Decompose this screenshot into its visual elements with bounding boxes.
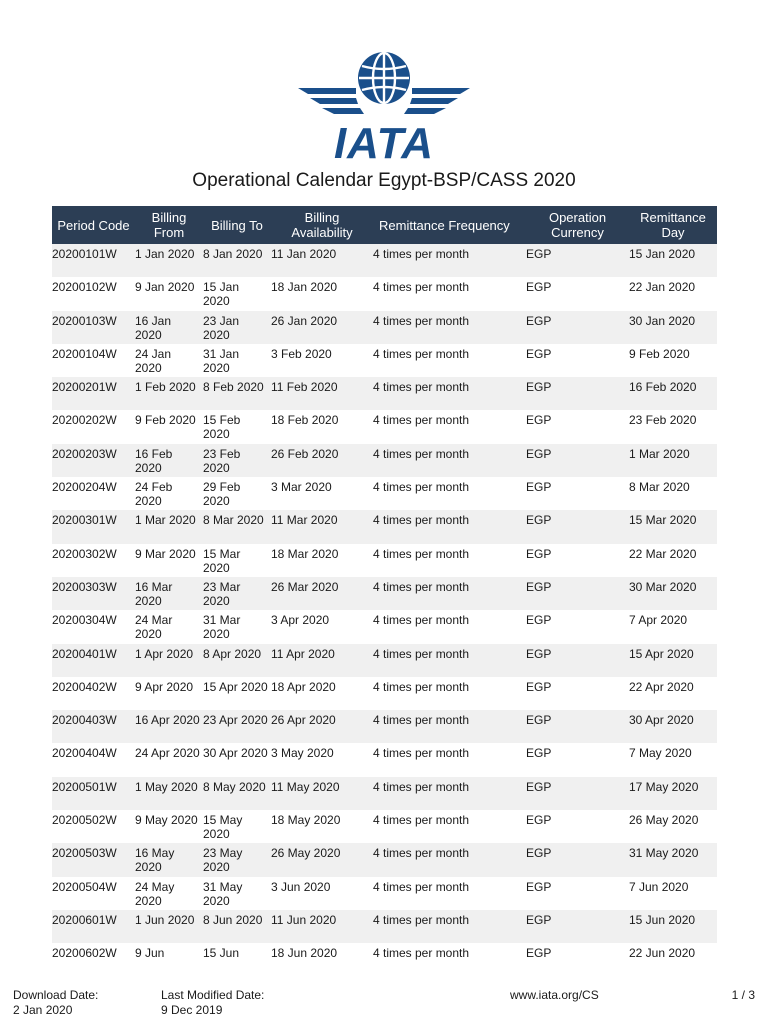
billing-from-cell: 9 Apr 2020 xyxy=(135,677,203,710)
period-code-cell: 20200301W xyxy=(52,510,135,543)
billing-from-cell: 9 Mar 2020 xyxy=(135,544,203,577)
table-header xyxy=(52,206,717,244)
operation-currency-cell: EGP xyxy=(526,743,629,776)
billing-availability-cell: 26 Mar 2020 xyxy=(271,577,373,610)
table-row xyxy=(52,410,717,443)
table-row xyxy=(52,743,717,776)
billing-availability-cell: 18 Apr 2020 xyxy=(271,677,373,710)
billing-availability-cell: 11 May 2020 xyxy=(271,777,373,810)
remittance-frequency-cell: 4 times per month xyxy=(373,377,526,410)
operation-currency-cell: EGP xyxy=(526,777,629,810)
remittance-frequency-cell: 4 times per month xyxy=(373,477,526,510)
operation-currency-cell: EGP xyxy=(526,577,629,610)
billing-to-cell: 23 Feb 2020 xyxy=(203,444,271,477)
billing-to-cell: 30 Apr 2020 xyxy=(203,743,271,776)
table-row xyxy=(52,244,717,277)
billing-to-cell: 8 Jun 2020 xyxy=(203,910,271,943)
billing-availability-cell: 3 Apr 2020 xyxy=(271,610,373,643)
billing-availability-cell: 3 Mar 2020 xyxy=(271,477,373,510)
table-row xyxy=(52,710,717,743)
operation-currency-cell: EGP xyxy=(526,610,629,643)
period-code-cell: 20200204W xyxy=(52,477,135,510)
billing-to-cell: 8 May 2020 xyxy=(203,777,271,810)
period-code-cell: 20200202W xyxy=(52,410,135,443)
operation-currency-cell: EGP xyxy=(526,244,629,277)
operation-currency-cell: EGP xyxy=(526,377,629,410)
download-date-value: 2 Jan 2020 xyxy=(13,1003,73,1017)
remittance-frequency-cell: 4 times per month xyxy=(373,311,526,344)
period-code-cell: 20200401W xyxy=(52,644,135,677)
table-row xyxy=(52,477,717,510)
remittance-frequency-cell: 4 times per month xyxy=(373,510,526,543)
remittance-frequency-cell: 4 times per month xyxy=(373,943,526,976)
remittance-day-cell: 30 Apr 2020 xyxy=(629,710,717,743)
period-code-cell: 20200302W xyxy=(52,544,135,577)
remittance-frequency-cell: 4 times per month xyxy=(373,344,526,377)
billing-from-cell: 16 Mar 2020 xyxy=(135,577,203,610)
billing-to-cell: 23 May 2020 xyxy=(203,843,271,876)
billing-to-cell: 15 Feb 2020 xyxy=(203,410,271,443)
billing-to-cell: 15 Mar 2020 xyxy=(203,544,271,577)
operation-currency-cell: EGP xyxy=(526,810,629,843)
remittance-frequency-cell: 4 times per month xyxy=(373,644,526,677)
billing-from-cell: 1 Mar 2020 xyxy=(135,510,203,543)
billing-from-cell: 24 May 2020 xyxy=(135,877,203,910)
billing-from-cell: 16 May 2020 xyxy=(135,843,203,876)
billing-availability-cell: 11 Feb 2020 xyxy=(271,377,373,410)
download-date xyxy=(13,988,98,1018)
billing-availability-cell: 26 Feb 2020 xyxy=(271,444,373,477)
remittance-day-cell: 26 May 2020 xyxy=(629,810,717,843)
remittance-frequency-cell: 4 times per month xyxy=(373,743,526,776)
table-row xyxy=(52,677,717,710)
billing-from-cell: 9 Jan 2020 xyxy=(135,277,203,310)
col-operation-currency: Operation Currency xyxy=(526,206,629,244)
billing-availability-cell: 11 Apr 2020 xyxy=(271,644,373,677)
table-row xyxy=(52,644,717,677)
billing-to-cell: 8 Mar 2020 xyxy=(203,510,271,543)
last-modified-label: Last Modified Date: xyxy=(161,988,265,1002)
billing-from-cell: 1 Feb 2020 xyxy=(135,377,203,410)
billing-from-cell: 24 Apr 2020 xyxy=(135,743,203,776)
billing-to-cell: 8 Feb 2020 xyxy=(203,377,271,410)
table-row xyxy=(52,610,717,643)
period-code-cell: 20200501W xyxy=(52,777,135,810)
operation-currency-cell: EGP xyxy=(526,510,629,543)
billing-from-cell: 24 Mar 2020 xyxy=(135,610,203,643)
operation-currency-cell: EGP xyxy=(526,677,629,710)
billing-from-cell: 1 May 2020 xyxy=(135,777,203,810)
remittance-day-cell: 1 Mar 2020 xyxy=(629,444,717,477)
billing-availability-cell: 18 Mar 2020 xyxy=(271,544,373,577)
billing-to-cell: 23 Mar 2020 xyxy=(203,577,271,610)
period-code-cell: 20200104W xyxy=(52,344,135,377)
remittance-day-cell: 15 Jan 2020 xyxy=(629,244,717,277)
table-row xyxy=(52,810,717,843)
operation-currency-cell: EGP xyxy=(526,544,629,577)
col-billing-to: Billing To xyxy=(203,206,271,244)
period-code-cell: 20200303W xyxy=(52,577,135,610)
billing-from-cell: 16 Apr 2020 xyxy=(135,710,203,743)
remittance-day-cell: 15 Apr 2020 xyxy=(629,644,717,677)
billing-availability-cell: 18 Jun 2020 xyxy=(271,943,373,976)
operation-currency-cell: EGP xyxy=(526,644,629,677)
operation-currency-cell: EGP xyxy=(526,943,629,976)
remittance-frequency-cell: 4 times per month xyxy=(373,410,526,443)
page-title: Operational Calendar Egypt-BSP/CASS 2020 xyxy=(192,170,576,191)
billing-from-cell: 16 Feb 2020 xyxy=(135,444,203,477)
operation-currency-cell: EGP xyxy=(526,477,629,510)
period-code-cell: 20200101W xyxy=(52,244,135,277)
period-code-cell: 20200102W xyxy=(52,277,135,310)
billing-to-cell: 31 Mar 2020 xyxy=(203,610,271,643)
remittance-day-cell: 31 May 2020 xyxy=(629,843,717,876)
remittance-day-cell: 16 Feb 2020 xyxy=(629,377,717,410)
billing-to-cell: 8 Jan 2020 xyxy=(203,244,271,277)
billing-availability-cell: 18 Feb 2020 xyxy=(271,410,373,443)
operation-currency-cell: EGP xyxy=(526,910,629,943)
remittance-day-cell: 30 Mar 2020 xyxy=(629,577,717,610)
table-row xyxy=(52,843,717,876)
remittance-frequency-cell: 4 times per month xyxy=(373,810,526,843)
billing-to-cell: 23 Jan 2020 xyxy=(203,311,271,344)
billing-availability-cell: 3 Feb 2020 xyxy=(271,344,373,377)
remittance-frequency-cell: 4 times per month xyxy=(373,777,526,810)
table-row xyxy=(52,344,717,377)
billing-to-cell: 15 May 2020 xyxy=(203,810,271,843)
remittance-frequency-cell: 4 times per month xyxy=(373,677,526,710)
period-code-cell: 20200601W xyxy=(52,910,135,943)
table-row xyxy=(52,943,717,976)
table-row xyxy=(52,577,717,610)
billing-availability-cell: 18 Jan 2020 xyxy=(271,277,373,310)
remittance-day-cell: 8 Mar 2020 xyxy=(629,477,717,510)
col-remittance-frequency: Remittance Frequency xyxy=(373,206,526,244)
period-code-cell: 20200201W xyxy=(52,377,135,410)
period-code-cell: 20200504W xyxy=(52,877,135,910)
period-code-cell: 20200502W xyxy=(52,810,135,843)
operation-currency-cell: EGP xyxy=(526,877,629,910)
remittance-frequency-cell: 4 times per month xyxy=(373,610,526,643)
billing-to-cell: 31 May 2020 xyxy=(203,877,271,910)
billing-to-cell: 31 Jan 2020 xyxy=(203,344,271,377)
operation-currency-cell: EGP xyxy=(526,444,629,477)
table-row xyxy=(52,311,717,344)
operation-currency-cell: EGP xyxy=(526,344,629,377)
remittance-day-cell: 15 Mar 2020 xyxy=(629,510,717,543)
remittance-frequency-cell: 4 times per month xyxy=(373,277,526,310)
billing-from-cell: 1 Jun 2020 xyxy=(135,910,203,943)
website-link[interactable]: www.iata.org/CS xyxy=(510,988,599,1002)
col-period-code: Period Code xyxy=(52,206,135,244)
table-body xyxy=(52,244,717,977)
billing-to-cell: 15 Jun xyxy=(203,943,271,976)
remittance-frequency-cell: 4 times per month xyxy=(373,544,526,577)
table-row xyxy=(52,544,717,577)
billing-to-cell: 8 Apr 2020 xyxy=(203,644,271,677)
billing-to-cell: 15 Apr 2020 xyxy=(203,677,271,710)
remittance-frequency-cell: 4 times per month xyxy=(373,877,526,910)
remittance-frequency-cell: 4 times per month xyxy=(373,710,526,743)
billing-availability-cell: 3 Jun 2020 xyxy=(271,877,373,910)
operation-currency-cell: EGP xyxy=(526,311,629,344)
remittance-day-cell: 30 Jan 2020 xyxy=(629,311,717,344)
remittance-day-cell: 7 Apr 2020 xyxy=(629,610,717,643)
billing-from-cell: 24 Feb 2020 xyxy=(135,477,203,510)
billing-from-cell: 1 Jan 2020 xyxy=(135,244,203,277)
last-modified-date xyxy=(161,988,264,1018)
remittance-day-cell: 7 Jun 2020 xyxy=(629,877,717,910)
period-code-cell: 20200404W xyxy=(52,743,135,776)
billing-availability-cell: 3 May 2020 xyxy=(271,743,373,776)
billing-from-cell: 9 Feb 2020 xyxy=(135,410,203,443)
table-row xyxy=(52,444,717,477)
remittance-frequency-cell: 4 times per month xyxy=(373,244,526,277)
col-remittance-day: Remittance Day xyxy=(629,206,717,244)
period-code-cell: 20200402W xyxy=(52,677,135,710)
period-code-cell: 20200103W xyxy=(52,311,135,344)
billing-from-cell: 1 Apr 2020 xyxy=(135,644,203,677)
remittance-frequency-cell: 4 times per month xyxy=(373,910,526,943)
remittance-frequency-cell: 4 times per month xyxy=(373,843,526,876)
remittance-day-cell: 22 Jun 2020 xyxy=(629,943,717,976)
billing-availability-cell: 26 Apr 2020 xyxy=(271,710,373,743)
last-modified-value: 9 Dec 2019 xyxy=(161,1003,223,1017)
operation-currency-cell: EGP xyxy=(526,410,629,443)
table-row xyxy=(52,877,717,910)
billing-availability-cell: 26 Jan 2020 xyxy=(271,311,373,344)
remittance-day-cell: 15 Jun 2020 xyxy=(629,910,717,943)
billing-from-cell: 24 Jan 2020 xyxy=(135,344,203,377)
remittance-day-cell: 22 Apr 2020 xyxy=(629,677,717,710)
period-code-cell: 20200602W xyxy=(52,943,135,976)
billing-availability-cell: 11 Jan 2020 xyxy=(271,244,373,277)
col-billing-from: Billing From xyxy=(135,206,203,244)
logo-wordmark: IATA xyxy=(333,119,435,162)
billing-availability-cell: 26 May 2020 xyxy=(271,843,373,876)
period-code-cell: 20200503W xyxy=(52,843,135,876)
download-date-label: Download Date: xyxy=(13,988,99,1002)
iata-logo xyxy=(296,52,472,162)
billing-from-cell: 9 Jun xyxy=(135,943,203,976)
period-code-cell: 20200304W xyxy=(52,610,135,643)
table-row xyxy=(52,777,717,810)
period-code-cell: 20200203W xyxy=(52,444,135,477)
operation-currency-cell: EGP xyxy=(526,710,629,743)
billing-to-cell: 23 Apr 2020 xyxy=(203,710,271,743)
billing-availability-cell: 11 Mar 2020 xyxy=(271,510,373,543)
remittance-frequency-cell: 4 times per month xyxy=(373,444,526,477)
table-row xyxy=(52,377,717,410)
period-code-cell: 20200403W xyxy=(52,710,135,743)
remittance-day-cell: 17 May 2020 xyxy=(629,777,717,810)
remittance-day-cell: 23 Feb 2020 xyxy=(629,410,717,443)
billing-to-cell: 29 Feb 2020 xyxy=(203,477,271,510)
calendar-table xyxy=(52,206,717,977)
billing-availability-cell: 18 May 2020 xyxy=(271,810,373,843)
table-row xyxy=(52,277,717,310)
billing-from-cell: 16 Jan 2020 xyxy=(135,311,203,344)
billing-to-cell: 15 Jan 2020 xyxy=(203,277,271,310)
remittance-day-cell: 7 May 2020 xyxy=(629,743,717,776)
operation-currency-cell: EGP xyxy=(526,277,629,310)
col-billing-availability: Billing Availability xyxy=(271,206,373,244)
remittance-day-cell: 9 Feb 2020 xyxy=(629,344,717,377)
operation-currency-cell: EGP xyxy=(526,843,629,876)
table-row xyxy=(52,910,717,943)
table-row xyxy=(52,510,717,543)
remittance-frequency-cell: 4 times per month xyxy=(373,577,526,610)
billing-availability-cell: 11 Jun 2020 xyxy=(271,910,373,943)
remittance-day-cell: 22 Jan 2020 xyxy=(629,277,717,310)
billing-from-cell: 9 May 2020 xyxy=(135,810,203,843)
remittance-day-cell: 22 Mar 2020 xyxy=(629,544,717,577)
page-indicator: 1 / 3 xyxy=(731,988,755,1002)
